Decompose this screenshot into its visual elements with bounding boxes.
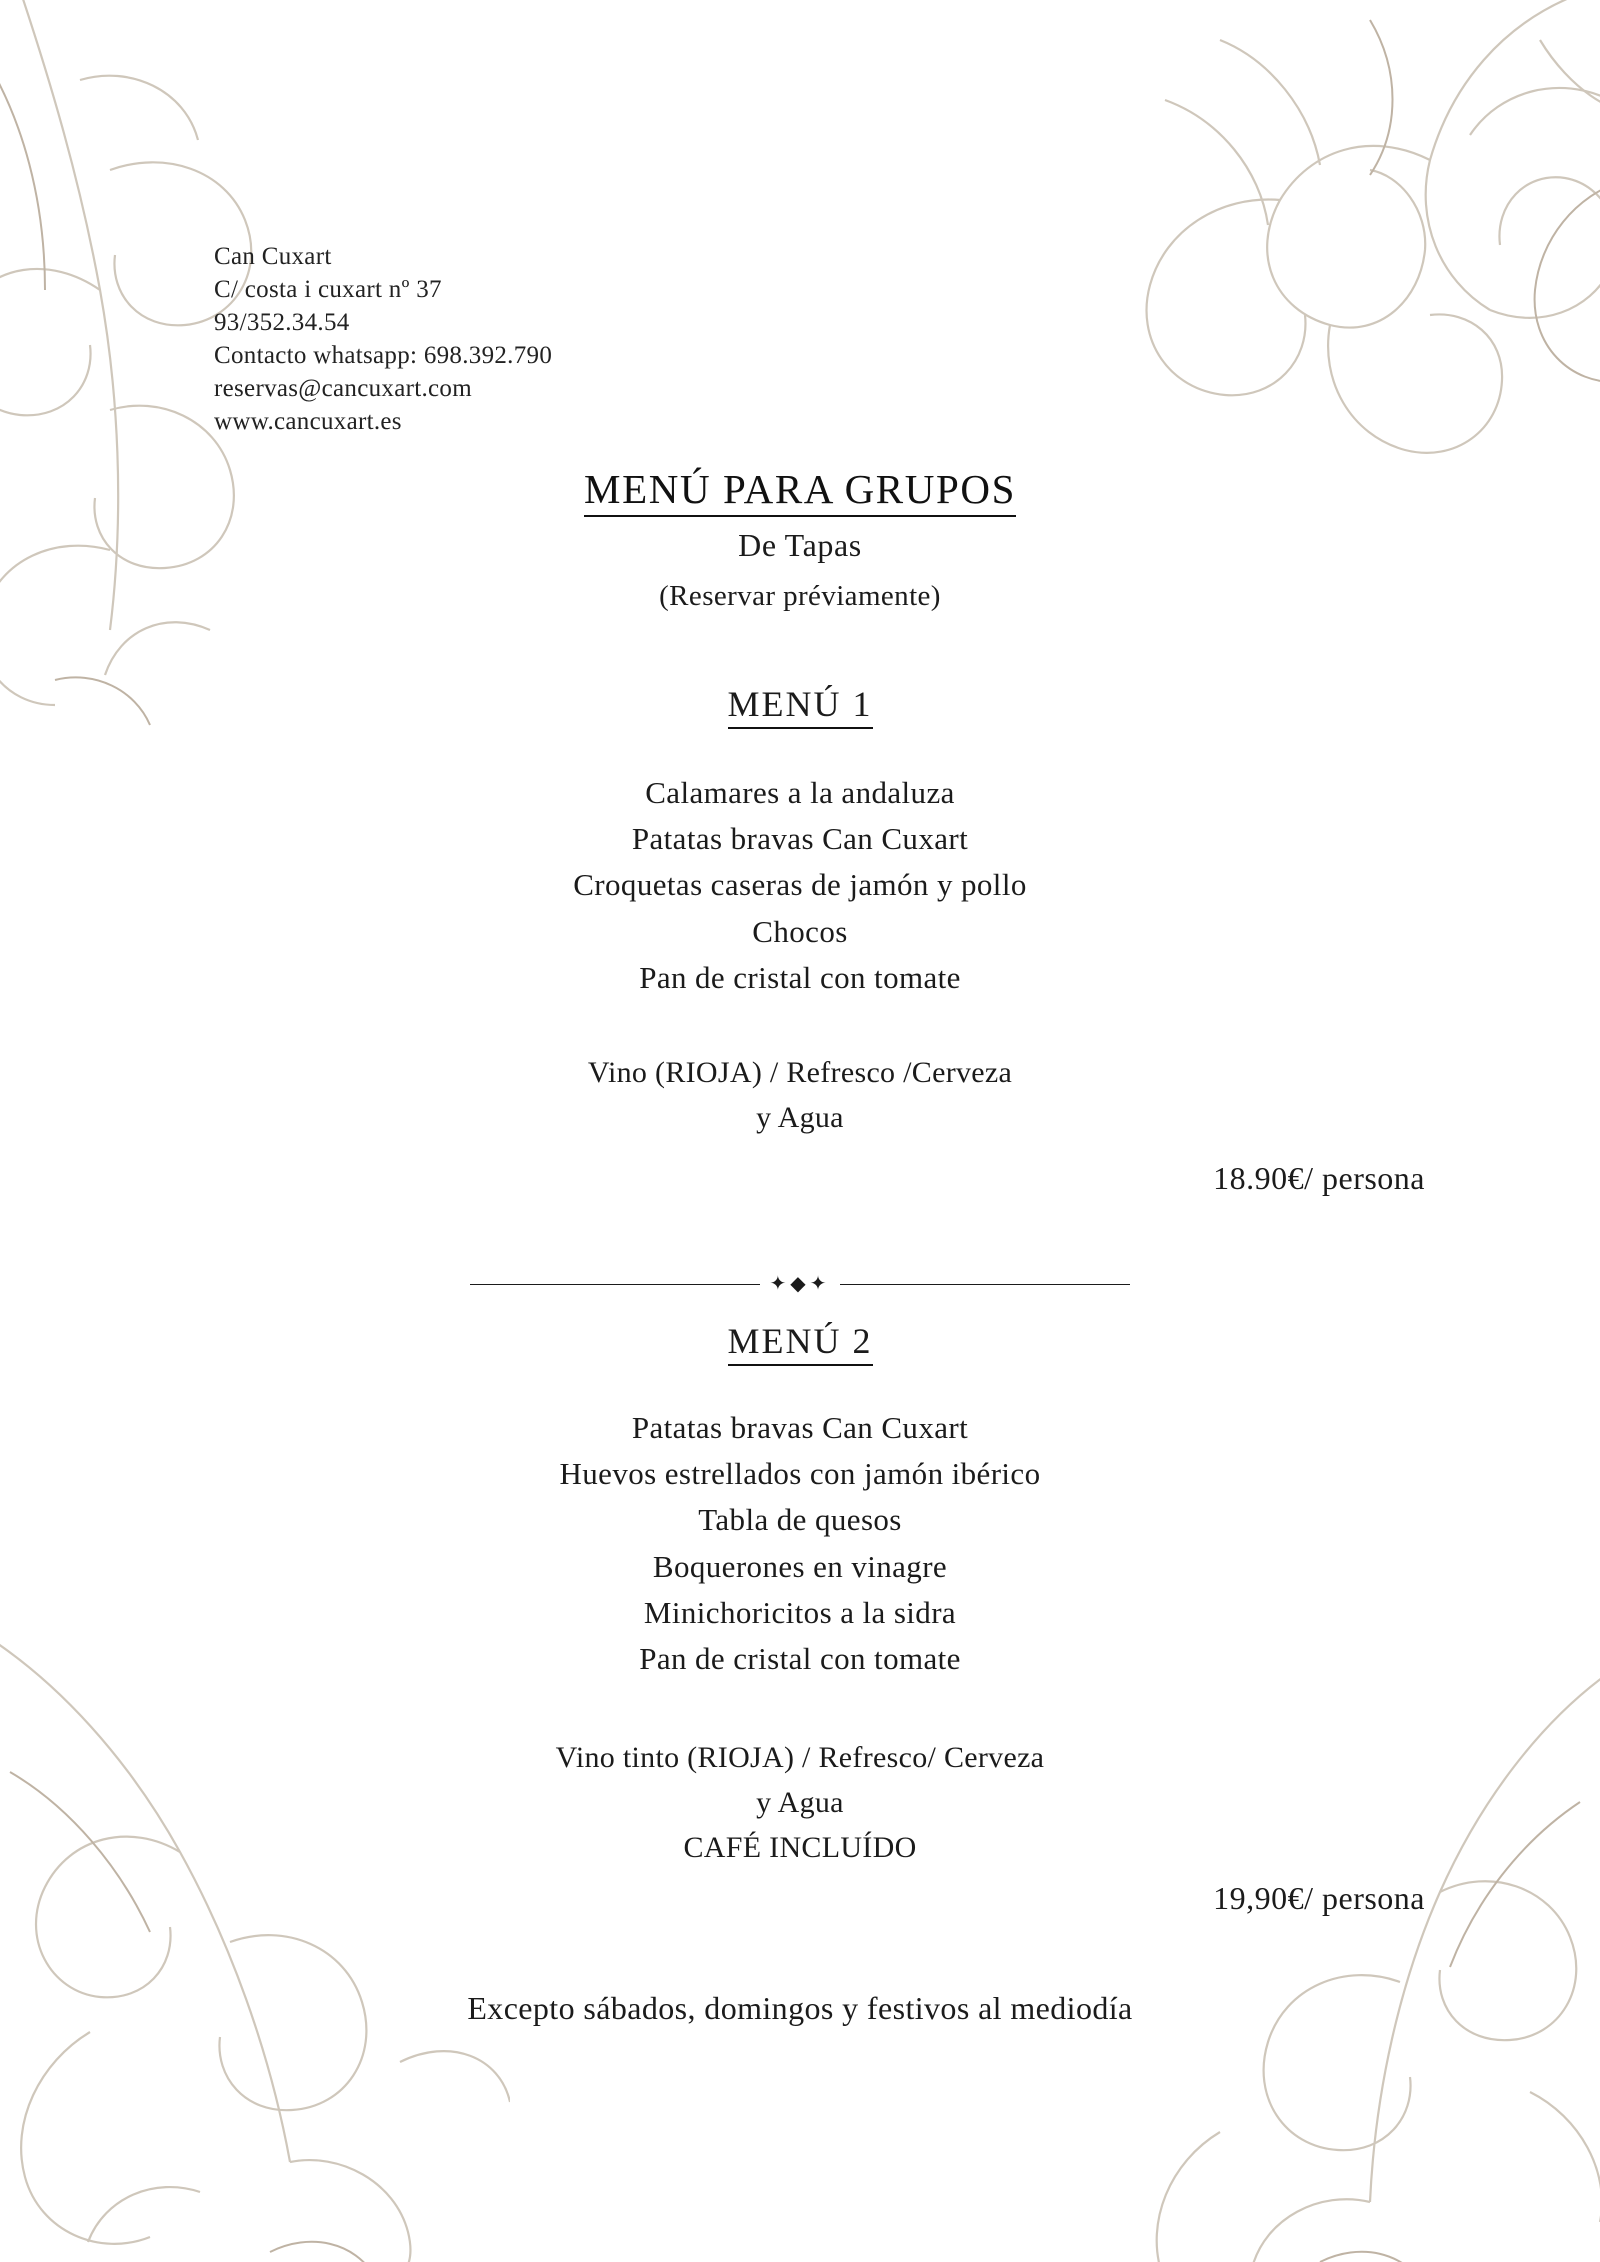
menu2-heading-text: MENÚ 2 [728,1321,873,1366]
botanical-decoration-top-right [1070,0,1600,540]
botanical-decoration-bottom-left [0,1592,510,2262]
divider-rule-right [840,1284,1130,1285]
menu2-dish-list [0,1405,1600,1682]
footnote: Excepto sábados, domingos y festivos al mediodía [467,1990,1133,2026]
list-item: Pan de cristal con tomate [639,1640,961,1676]
menu2-price: 19,90€/ persona [1213,1880,1425,1916]
page-subtitle: De Tapas [738,527,862,563]
contact-line-whatsapp: Contacto whatsapp: 698.392.790 [214,342,553,369]
list-item: Calamares a la andaluza [645,775,955,810]
contact-line-email: reservas@cancuxart.com [214,375,472,402]
list-item: Patatas bravas Can Cuxart [631,1410,969,1445]
list-item: Tabla de quesos [698,1502,902,1538]
list-item: Boquerones en vinagre [652,1548,948,1584]
menu1-drinks [0,1050,1600,1140]
menu2-heading [0,1320,1600,1362]
list-item: Croquetas caseras de jamón y pollo [573,867,1027,903]
page-title [0,465,1600,513]
list-item: CAFÉ INCLUÍDO [683,1831,917,1864]
divider-rule-left [470,1284,760,1285]
contact-line-website: www.cancuxart.es [214,408,402,435]
list-item: Huevos estrellados con jamón ibérico [559,1456,1041,1492]
page-reservation-note: (Reservar préviamente) [659,580,941,612]
contact-block [214,240,552,438]
contact-line-phone: 93/352.34.54 [214,309,350,336]
menu2-drinks [0,1735,1600,1870]
list-item: Chocos [752,913,848,949]
menu1-heading [0,683,1600,725]
menu1-heading-text: MENÚ 1 [728,684,873,729]
contact-line-address: C/ costa i cuxart nº 37 [214,276,442,303]
list-item: Vino (RIOJA) / Refresco /Cerveza [587,1056,1013,1089]
list-item: y Agua [756,1101,844,1134]
contact-line-name: Can Cuxart [214,243,332,270]
section-divider [470,1272,1130,1296]
menu1-price: 18.90€/ persona [1213,1160,1425,1196]
diamond-icon: ✦◆✦ [769,1273,831,1295]
list-item: Patatas bravas Can Cuxart [631,821,969,857]
list-item: Minichoricitos a la sidra [643,1594,957,1630]
menu1-dish-list [0,770,1600,1001]
page-title-text: MENÚ PARA GRUPOS [584,466,1016,517]
list-item: y Agua [756,1786,844,1819]
list-item: Pan de cristal con tomate [639,959,961,995]
list-item: Vino tinto (RIOJA) / Refresco/ Cerveza [555,1741,1045,1774]
